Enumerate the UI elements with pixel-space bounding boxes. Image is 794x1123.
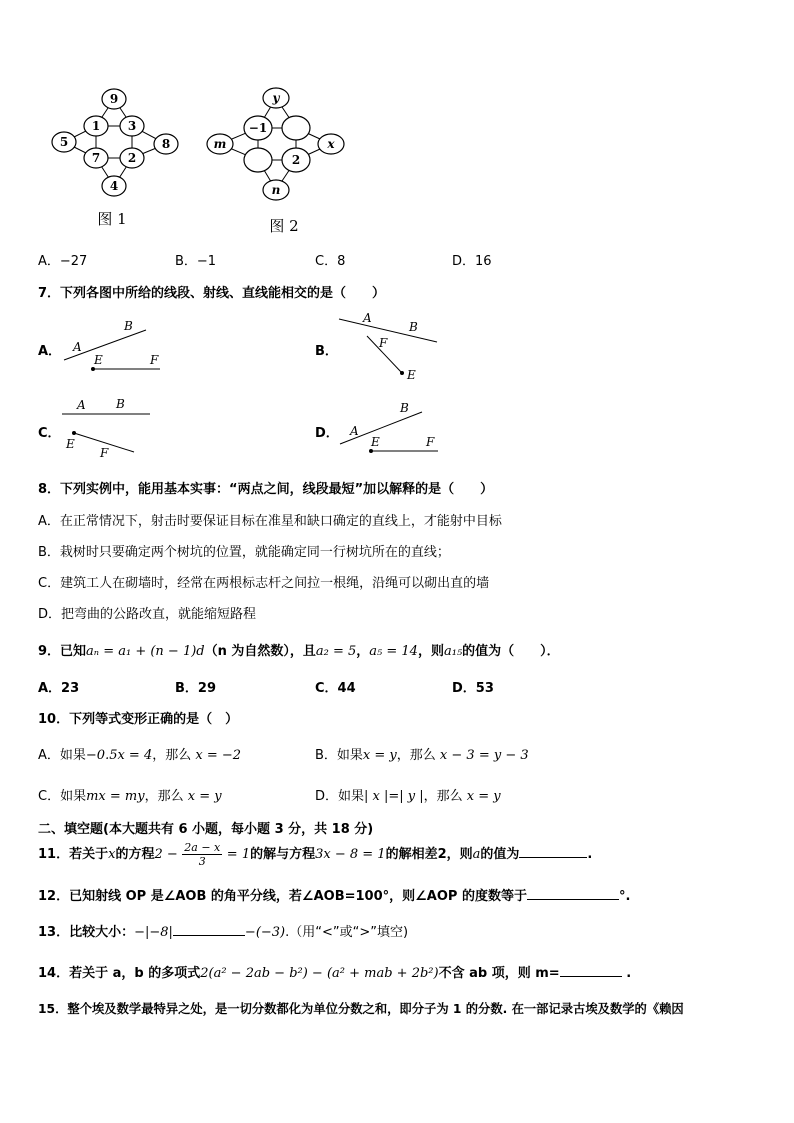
fig2-node: m — [213, 137, 227, 151]
section-heading: 二、填空题(本大题共有 6 小题，每小题 3 分，共 18 分) — [38, 822, 374, 837]
figure-1 — [48, 86, 188, 226]
q7-option-c-figure — [58, 394, 158, 462]
q9-option-a: A．23 — [38, 681, 80, 696]
fig1-node: 2 — [127, 151, 137, 165]
q10-option-c: C．如果mx = my，那么 x = y — [38, 789, 222, 804]
q11-fraction: $\frac{2a - x}{3}$ — [184, 841, 221, 868]
q7-option-b-figure — [333, 310, 443, 385]
svg-text:E: E — [94, 353, 103, 367]
q6-option-a: A．−27 — [38, 254, 88, 269]
fig2-node: 2 — [291, 153, 301, 167]
q7-option-c-label: C． — [38, 426, 61, 441]
q8-option-c: C．建筑工人在砌墙时，经常在两根标志杆之间拉一根绳，沿绳可以砌出直的墙 — [38, 576, 490, 591]
svg-text:E: E — [66, 437, 75, 451]
svg-text:A: A — [73, 340, 82, 354]
fig1-node: 3 — [127, 119, 137, 133]
q9-stem: 9．已知aₙ = a₁ + (n − 1)d（n 为自然数），且a₂ = 5，a₅ = 14，则a₁₅的值为（ ）． — [38, 644, 560, 659]
svg-text:A: A — [350, 424, 359, 438]
q9-prefix: 9．已知 — [38, 644, 87, 659]
q9-target: a₁₅ — [443, 644, 463, 659]
q8-option-a: A．在正常情况下，射击时要保证目标在准星和缺口确定的直线上，才能射中目标 — [38, 514, 502, 529]
svg-text:F: F — [426, 435, 435, 449]
q10-option-a: A．如果−0.5x = 4，那么 x = −2 — [38, 748, 242, 763]
q9-formula: aₙ = a₁ + (n − 1)d — [86, 644, 205, 659]
fig1-node: 8 — [161, 137, 171, 151]
q9-option-c: C．44 — [315, 681, 356, 696]
q14-stem: 14．若关于 a，b 的多项式2(a² − 2ab − b²) − (a² + mab + 2b²)不含 ab 项，则 m= . — [38, 966, 632, 981]
q10-option-d: D．如果| x |=| y |，那么 x = y — [315, 789, 501, 804]
q13-answer-blank[interactable] — [173, 923, 245, 936]
q8-option-d: D．把弯曲的公路改直，就能缩短路程 — [38, 607, 257, 622]
svg-text:F: F — [100, 446, 109, 460]
fig2-node: −1 — [248, 121, 268, 135]
fig1-node: 7 — [91, 151, 101, 165]
q9-end: 的值为（ ）． — [462, 644, 560, 659]
q14-answer-blank[interactable] — [560, 964, 622, 977]
q7-option-d-figure — [336, 400, 446, 458]
fig2-caption: 图 2 — [269, 217, 299, 235]
q9-cond-1: a₂ = 5 — [315, 644, 357, 659]
q7-option-a-label: A． — [38, 344, 62, 359]
svg-text:B: B — [400, 401, 409, 415]
q11-stem: 11．若关于x的方程2 − $\frac{2a - x}{3}$ = 1的解与方程3x − 8 = 1的解相差2，则a的值为 . — [38, 841, 593, 868]
q7-option-a-figure — [58, 318, 168, 376]
fig2-node: y — [272, 91, 280, 105]
svg-text:B: B — [124, 319, 133, 333]
fig1-node: 9 — [109, 92, 119, 106]
svg-text:A: A — [363, 311, 372, 325]
q9-option-b: B．29 — [175, 681, 216, 696]
svg-text:E: E — [371, 435, 380, 449]
q7-option-b-label: B． — [315, 344, 338, 359]
q6-option-d: D．16 — [452, 254, 492, 269]
q8-option-b: B．栽树时只要确定两个树坑的位置，就能确定同一行树坑所在的直线； — [38, 545, 450, 560]
figure-2 — [200, 86, 360, 236]
q9-cond-2: a₅ = 14 — [369, 644, 418, 659]
q15-stem: 15．整个埃及数学最特异之处，是一切分数都化为单位分数之和，即分子为 1 的分数. 在一部记录古埃及数学的《赖因 — [38, 1002, 684, 1016]
q10-stem: 10．下列等式变形正确的是（ ） — [38, 712, 239, 727]
q12-answer-blank[interactable] — [527, 887, 619, 900]
q9-option-d: D．53 — [452, 681, 494, 696]
fig2-node: x — [327, 137, 335, 151]
q6-option-b: B．−1 — [175, 254, 217, 269]
q9-suffix: ，则 — [417, 644, 444, 659]
q8-stem: 8．下列实例中，能用基本实事：“两点之间，线段最短”加以解释的是（ ） — [38, 482, 494, 497]
fig1-node: 1 — [91, 119, 101, 133]
svg-text:A: A — [77, 398, 86, 412]
q10-option-b: B．如果x = y，那么 x − 3 = y − 3 — [315, 748, 529, 763]
q7-stem: 7．下列各图中所给的线段、射线、直线能相交的是（ ） — [38, 286, 386, 301]
fig2-node: n — [271, 183, 281, 197]
svg-text:F: F — [150, 353, 159, 367]
q7-option-d-label: D． — [315, 426, 339, 441]
svg-text:E: E — [407, 368, 416, 382]
q12-stem: 12．已知射线 OP 是∠AOB 的角平分线，若∠AOB=100°，则∠AOP 的度数等于 °. — [38, 889, 631, 904]
fig1-node: 5 — [59, 135, 69, 149]
q13-stem: 13．比较大小：−|−8| −(−3).（用“<”或“>”填空) — [38, 925, 409, 940]
q6-option-c: C．8 — [315, 254, 346, 269]
svg-text:F: F — [379, 336, 388, 350]
fig1-caption: 图 1 — [97, 210, 127, 226]
svg-text:B: B — [409, 320, 418, 334]
q9-note: （n 为自然数），且 — [204, 644, 316, 659]
svg-text:B: B — [116, 397, 125, 411]
q11-answer-blank[interactable] — [519, 845, 587, 858]
fig1-node: 4 — [109, 179, 119, 193]
